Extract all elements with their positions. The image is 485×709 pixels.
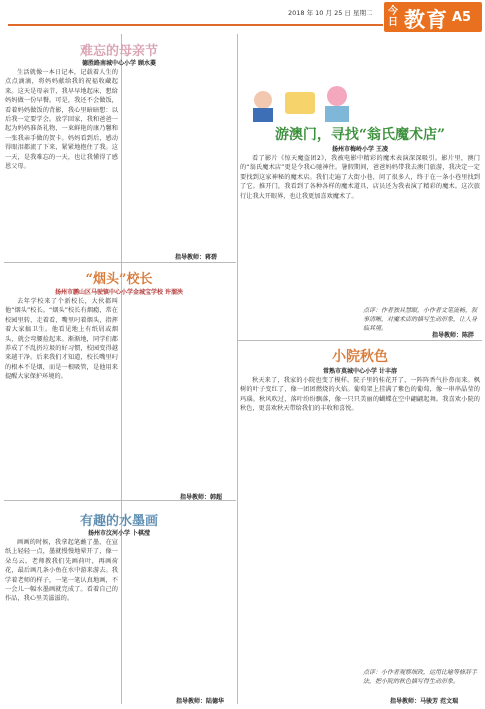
section-divider-left	[4, 262, 236, 263]
article-body-mother-continued	[124, 68, 234, 248]
byline-captain: 扬州市鹏山区马驶镇中心小学金城宝学校 许溜泱	[54, 289, 184, 296]
teacher-captain: 指导教师：韩超	[180, 494, 223, 501]
article-title-mother: 难忘的母亲节	[79, 44, 158, 59]
byline-lake: 扬州市汶河小学 卜棋滢	[87, 530, 151, 537]
article-body-autumn: 秋天来了，我家的小院也变了模样。院子里的桂花开了，一阵阵香气扑鼻而来。枫树的叶子变红了，像一团团燃烧的火焰。葡萄架上挂满了紫色的葡萄，像一串串晶莹的玛瑙。秋风吹过，落叶纷纷飘落，像一只只美丽的蝴蝶在空中翩翩起舞。我喜欢小院的秋色，更喜欢秋天带给我们的丰收和喜悦。	[240, 377, 480, 413]
article-body-captain: 去年学校来了个新校长，大伙都叫他“烟头”校长。“烟头”校长有烟瘾，常在校园里转，走着看，嘴里叼着烟头，指挥着大家搞卫生。他看见地上有纸屑或烟头，就会弯腰捡起来。渐渐地，同学们都养成了不乱扔垃圾的好习惯，校园变得越来越干净。后来我们才知道，校长嘴里叼的根本不是烟，而是一根吸管，是他用来提醒大家保护环境的。	[5, 298, 118, 381]
teacher-mother: 指导教师：蒋碧	[175, 254, 218, 261]
article-body-macau: 看了影片《惊天魔盗团2》，我被电影中精彩的魔术表演深深吸引。影片里，澳门的“翁氏魔术店”更是令我心驰神往。暑假期间，爸爸妈妈带我去澳门旅游，我决定一定要找到这家神秘的魔术店。我们走遍了大街小巷，问了很多人，终于在一条小巷里找到了它。推开门，我看到了各种各样的魔术道具，店员还为我表演了精彩的魔术。这次旅行让我大开眼界，也让我更加喜欢魔术了。	[240, 155, 480, 200]
article-title-autumn: 小院秋色	[332, 349, 388, 365]
teacher-macau: 指导教师：陈胖	[432, 332, 475, 339]
issue-date: 2018 年 10 月 25 日 星期二	[288, 9, 373, 17]
article-title-macau: 游澳门，寻找“翁氏魔术店”	[274, 127, 446, 143]
article-body-mother: 生活就像一本日记本，记载着人生的点点滴滴，将妈妈献给我的祝福收藏起来。这天是母亲节，我早早地起床，想给妈妈做一份早餐。可是，我还不会做饭，看着妈妈做饭的背影，我心里暗暗想：以后我一定要学会。放学回家，我和爸爸一起为妈妈准备礼物，一束鲜艳的康乃馨和一张我亲手做的贺卡。妈妈看到后，感动得眼泪都流了下来，紧紧地抱住了我。这一天，是我难忘的一天，也让我懂得了感恩父母。	[5, 69, 118, 171]
teacher-autumn: 指导教师：马骏芳 范文瑞	[390, 698, 459, 705]
teacher-lake: 指导教师：陆德华	[176, 698, 225, 705]
byline-macau: 扬州市梅岭小学 王凌	[331, 146, 389, 153]
header-rule	[8, 24, 383, 26]
section-divider-right	[238, 340, 482, 341]
page-number: A5	[452, 10, 472, 25]
comment-macau: 点评：作者独具慧眼，小作者文笔流畅，叙事清晰，对魔术店的描写生动形象，让人身临其境。	[363, 307, 478, 332]
byline-autumn: 常熟市莫城中心小学 计丰溶	[322, 368, 398, 375]
section-title: 教育	[404, 8, 448, 32]
article-title-lake: 有趣的水墨画	[79, 514, 158, 529]
page-header	[0, 0, 485, 34]
magic-show-photo	[241, 76, 362, 122]
byline-mother: 德胜路南城中心小学 顾水菱	[81, 60, 157, 67]
comment-autumn: 点评：小作者观察细致，运用比喻等修辞手法，把小院的秋色描写得生动形象。	[363, 669, 478, 685]
today-label: 今日	[388, 6, 398, 28]
column-divider-left	[121, 34, 122, 704]
article-title-captain: “烟头”校长	[85, 272, 153, 287]
column-divider-middle	[237, 34, 238, 704]
article-body-lake: 画画的时候，我拿起笔蘸了墨，在宣纸上轻轻一点，墨就慢慢地晕开了，像一朵乌云。老师教我们先画荷叶，再画荷花，最后画几条小鱼在水中游来游去。我学着老师的样子，一笔一笔认真地画，不一会儿一幅水墨画就完成了。看着自己的作品，我心里美滋滋的。	[5, 539, 118, 603]
